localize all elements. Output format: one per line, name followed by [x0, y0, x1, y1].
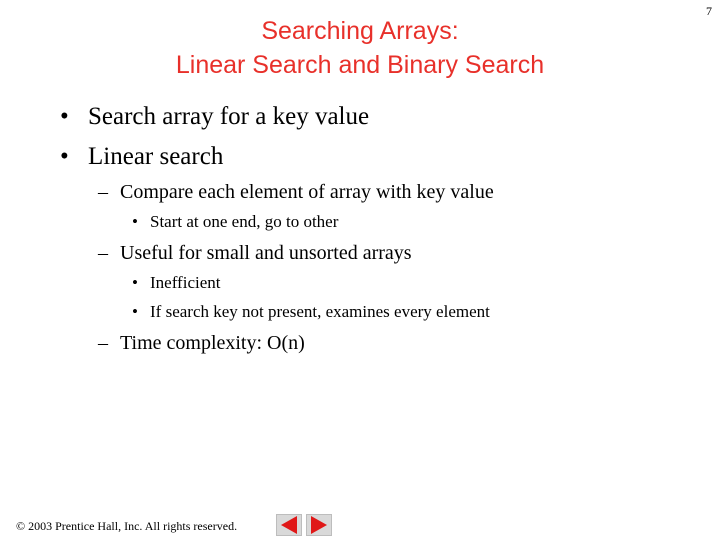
slide-number: 7: [706, 4, 712, 18]
triangle-right-icon: [311, 516, 327, 534]
bullet-marker: •: [60, 103, 69, 130]
bullet-marker: •: [132, 273, 138, 292]
bullet-text: Linear search: [88, 143, 224, 170]
bullet-linear-search: [60, 143, 223, 171]
triangle-left-icon: [281, 516, 297, 534]
sub-bullet-text: Time complexity: O(n): [120, 332, 305, 354]
bullet-marker: •: [60, 143, 69, 170]
dash-marker: –: [98, 242, 108, 264]
sub-sub-bullet-text: If search key not present, examines every element: [150, 302, 490, 321]
sub-bullet-useful: [98, 242, 412, 265]
previous-slide-button[interactable]: [276, 514, 302, 536]
bullet-search-array: [60, 103, 369, 131]
next-slide-button[interactable]: [306, 514, 332, 536]
slide-title-line-2: Linear Search and Binary Search: [175, 51, 545, 79]
dash-marker: –: [98, 332, 108, 354]
sub-bullet-text: Useful for small and unsorted arrays: [120, 242, 412, 264]
bullet-text: Search array for a key value: [88, 103, 370, 130]
sub-bullet-text: Compare each element of array with key value: [120, 181, 494, 203]
sub-sub-bullet-inefficient: [132, 273, 220, 293]
bullet-marker: •: [132, 302, 138, 321]
copyright-footer: © 2003 Prentice Hall, Inc. All rights reserved.: [16, 519, 238, 533]
slide-title-line-1: Searching Arrays:: [261, 17, 459, 45]
sub-sub-bullet-start: [132, 212, 338, 232]
sub-bullet-time-complexity: [98, 332, 305, 355]
sub-sub-bullet-not-present: [132, 302, 490, 322]
bullet-marker: •: [132, 212, 138, 231]
dash-marker: –: [98, 181, 108, 203]
sub-sub-bullet-text: Inefficient: [150, 273, 221, 292]
sub-sub-bullet-text: Start at one end, go to other: [150, 212, 339, 231]
sub-bullet-compare: [98, 181, 494, 204]
